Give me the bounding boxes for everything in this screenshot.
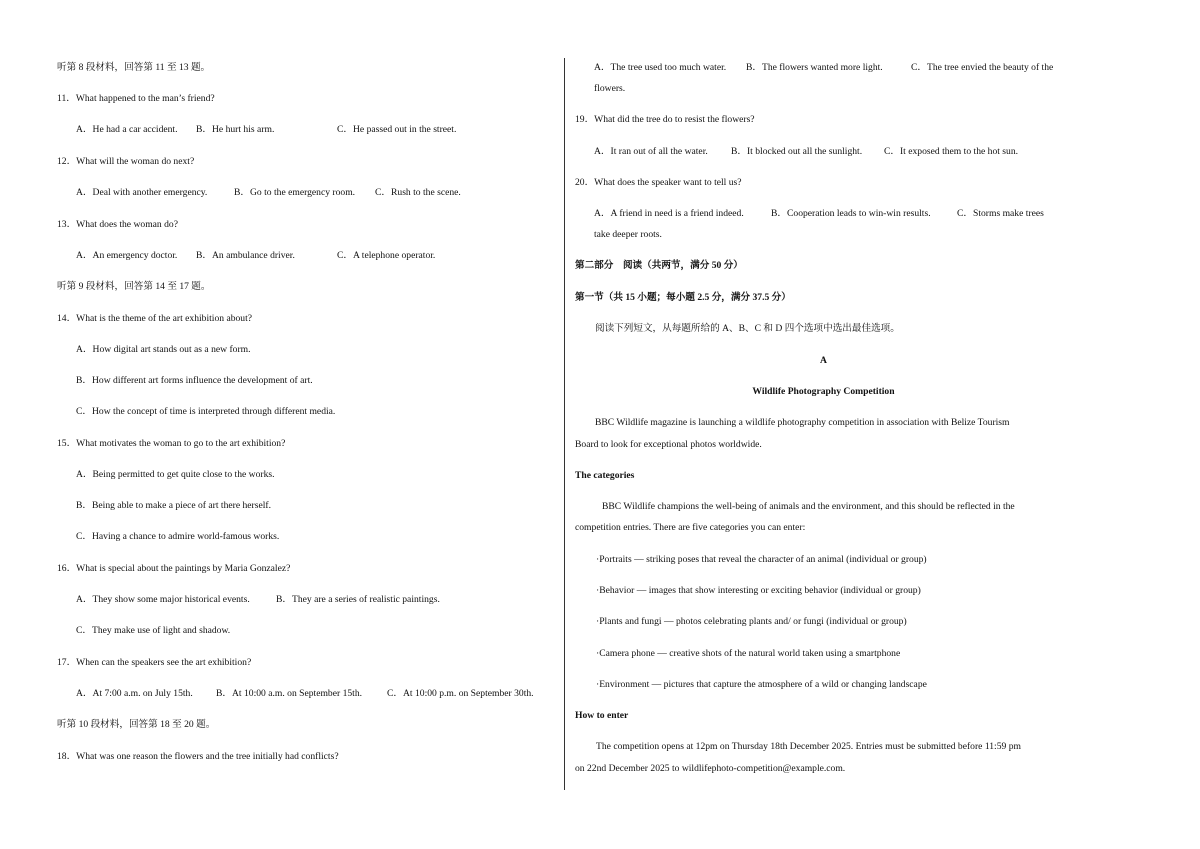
option-18a: A．The tree used too much water. [594, 62, 727, 73]
subheading-how-to-enter: How to enter [575, 710, 629, 721]
option-17c: C．At 10:00 p.m. on September 30th. [387, 688, 534, 699]
paragraph-line: BBC Wildlife magazine is launching a wildlife photography competition in association with Belize Tourism [595, 417, 1010, 428]
option-18b: B．The flowers wanted more light. [746, 62, 883, 73]
passage-letter: A [820, 355, 827, 366]
paragraph-line: BBC Wildlife champions the well-being of animals and the environment, and this should be reflected in the [602, 501, 1015, 512]
category-item: ·Behavior — images that show interesting or exciting behavior (individual or group) [596, 585, 921, 596]
section-heading: 听第 8 段材料，回答第 11 至 13 题。 [57, 62, 211, 73]
category-item: ·Environment — pictures that capture the atmosphere of a wild or changing landscape [596, 679, 927, 690]
option-13a: A．An emergency doctor. [76, 250, 178, 261]
option-13c: C．A telephone operator. [337, 250, 436, 261]
section-heading: 听第 9 段材料，回答第 14 至 17 题。 [57, 281, 211, 292]
option-16b: B．They are a series of realistic paintings. [276, 594, 440, 605]
column-divider [564, 58, 565, 790]
question-19: 19．What did the tree do to resist the flowers? [575, 114, 755, 125]
option-14c: C．How the concept of time is interpreted through different media. [76, 406, 336, 417]
option-18c: C．The tree envied the beauty of the [911, 62, 1054, 73]
option-20b: B．Cooperation leads to win-win results. [771, 208, 931, 219]
question-13: 13．What does the woman do? [57, 219, 178, 230]
option-12a: A．Deal with another emergency. [76, 187, 208, 198]
option-17b: B．At 10:00 a.m. on September 15th. [216, 688, 363, 699]
instructions: 阅读下列短文，从每题所给的 A、B、C 和 D 四个选项中选出最佳选项。 [595, 323, 900, 334]
question-14: 14．What is the theme of the art exhibition about? [57, 313, 253, 324]
option-18c-continued: flowers. [594, 83, 626, 94]
option-19a: A．It ran out of all the water. [594, 146, 708, 157]
subheading-categories: The categories [575, 470, 635, 481]
option-15b: B．Being able to make a piece of art there herself. [76, 500, 271, 511]
category-item: ·Camera phone — creative shots of the natural world taken using a smartphone [596, 648, 901, 659]
option-15c: C．Having a chance to admire world-famous works. [76, 531, 280, 542]
option-20c: C．Storms make trees [957, 208, 1044, 219]
option-12b: B．Go to the emergency room. [234, 187, 356, 198]
option-17a: A．At 7:00 a.m. on July 15th. [76, 688, 193, 699]
paragraph-line: The competition opens at 12pm on Thursday 18th December 2025. Entries must be submitted before 11:59 pm [596, 741, 1021, 752]
option-16c: C．They make use of light and shadow. [76, 625, 231, 636]
category-item: ·Portraits — striking poses that reveal the character of an animal (individual or group) [596, 554, 927, 565]
section-heading: 听第 10 段材料，回答第 18 至 20 题。 [57, 719, 216, 730]
option-14b: B．How different art forms influence the development of art. [76, 375, 313, 386]
option-12c: C．Rush to the scene. [375, 187, 461, 198]
option-11b: B．He hurt his arm. [196, 124, 275, 135]
option-14a: A．How digital art stands out as a new form. [76, 344, 251, 355]
subsection-heading: 第一节（共 15 小题；每小题 2.5 分，满分 37.5 分） [575, 292, 791, 303]
question-17: 17．When can the speakers see the art exhibition? [57, 657, 252, 668]
question-20: 20．What does the speaker want to tell us? [575, 177, 742, 188]
question-11: 11．What happened to the man’s friend? [57, 93, 215, 104]
option-16a: A．They show some major historical events. [76, 594, 250, 605]
part-heading: 第二部分 阅读（共两节，满分 50 分） [575, 260, 743, 271]
option-15a: A．Being permitted to get quite close to the works. [76, 469, 275, 480]
question-12: 12．What will the woman do next? [57, 156, 195, 167]
paragraph-line: on 22nd December 2025 to wildlifephoto-competition@example.com. [575, 763, 846, 774]
option-11a: A．He had a car accident. [76, 124, 178, 135]
option-20a: A．A friend in need is a friend indeed. [594, 208, 744, 219]
question-18: 18．What was one reason the flowers and the tree initially had conflicts? [57, 751, 339, 762]
question-15: 15．What motivates the woman to go to the art exhibition? [57, 438, 286, 449]
option-20c-continued: take deeper roots. [594, 229, 662, 240]
option-19c: C．It exposed them to the hot sun. [884, 146, 1019, 157]
option-19b: B．It blocked out all the sunlight. [731, 146, 863, 157]
option-13b: B．An ambulance driver. [196, 250, 295, 261]
paragraph-line: Board to look for exceptional photos worldwide. [575, 439, 762, 450]
question-16: 16．What is special about the paintings by Maria Gonzalez? [57, 563, 291, 574]
option-11c: C．He passed out in the street. [337, 124, 457, 135]
category-item: ·Plants and fungi — photos celebrating plants and/ or fungi (individual or group) [596, 616, 907, 627]
paragraph-line: competition entries. There are five categories you can enter: [575, 522, 806, 533]
passage-title: Wildlife Photography Competition [752, 386, 895, 397]
